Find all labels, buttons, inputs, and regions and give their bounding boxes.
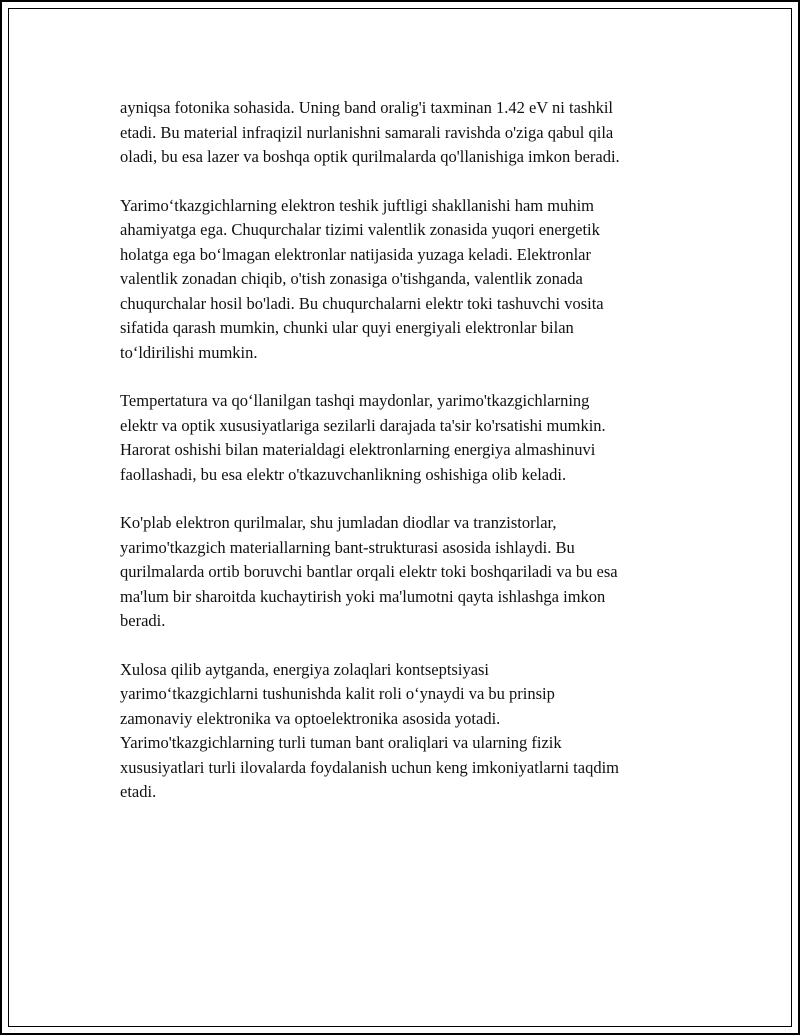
paragraph-4: Ko'plab elektron qurilmalar, shu jumladan diodlar va tranzistorlar, yarimo'tkazgich materiallarning bant-strukturasi asosida ishlaydi. Bu qurilmalarda ortib boruvchi bantlar orqali elektr toki boshqariladi va bu esa ma'lum bir sharoitda kuchaytirish yoki ma'lumotni qayta ishlashga imkon beradi. [120,513,618,630]
paragraph-3: Tempertatura va qo‘llanilgan tashqi maydonlar, yarimo'tkazgichlarning elektr va optik xususiyatlariga sezilarli darajada ta'sir ko'rsatishi mumkin. Harorat oshishi bilan materialdagi elektronlarning energiya almashinuvi faollashadi, bu esa elektr o'tkazuvchanlikning oshishiga olib keladi. [120,391,606,484]
paragraph-2: Yarimo‘tkazgichlarning elektron teshik juftligi shakllanishi ham muhim ahamiyatga ega. Chuqurchalar tizimi valentlik zonasida yuqori energetik holatga ega bo‘lmagan elektronlar natijasida yuzaga keladi. Elektronlar valentlik zonadan chiqib, o'tish zonasiga o'tishganda, valentlik zonada chuqurchalar hosil bo'ladi. Bu chuqurchalarni elektr toki tashuvchi vosita sifatida qarash mumkin, chunki ular quyi energiyali elektronlar bilan to‘ldirilishi mumkin. [120,195,604,362]
document-body [120,96,680,829]
paragraph-5: Xulosa qilib aytganda, energiya zolaqlari kontseptsiyasi yarimo‘tkazgichlarni tushunishda kalit roli o‘ynaydi va bu prinsip zamonaviy elektronika va optoelektronika asosida yotadi. Yarimo'tkazgichlarning turli tuman bant oraliqlari va ularning fizik xususiyatlari turli ilovalarda foydalanish uchun keng imkoniyatlarni taqdim etadi. [120,659,620,801]
paragraph-1: ayniqsa fotonika sohasida. Uning band oralig'i taxminan 1.42 eV ni tashkil etadi. Bu material infraqizil nurlanishni samarali ravishda o'ziga qabul qila oladi, bu esa lazer va boshqa optik qurilmalarda qo'llanishiga imkon beradi. [120,98,620,166]
